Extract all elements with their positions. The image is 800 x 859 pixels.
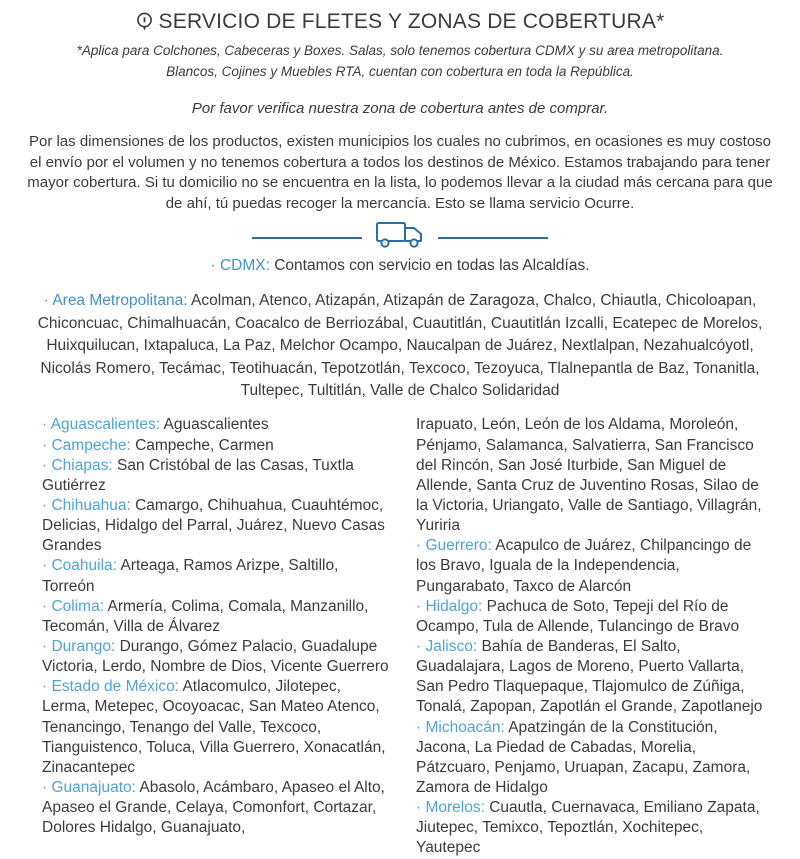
state-entry-jalisco [416,637,764,718]
state-cities: Pachuca de Soto, Tepeji del Río de Ocampo, Tula de Allende, Tulancingo de Bravo [416,597,740,635]
state-label: Estado de México: [51,678,179,696]
bullet-glyph: · [42,497,48,514]
page-title: SERVICIO DE FLETES Y ZONAS DE COBERTURA* [158,10,665,33]
state-cities: Apatzingán de la Constitución, Jacona, La Piedad de Cabadas, Morelia, Pátzcuaro, Penjamo, Uruapan, Zacapu, Zamora, Zamora de Hidalgo [416,718,751,796]
state-entry-michoacan [416,718,764,799]
state-label: Guanajuato: [51,778,136,796]
truck-divider [26,220,774,256]
state-cities: Aguascalientes [163,416,269,434]
page-subtitle: *Aplica para Colchones, Cabeceras y Boxes. Salas, solo tenemos cobertura CDMX y su area metropolitana. Blancos, Cojines y Muebles RTA, cuentan con cobertura en toda la República. [76,43,724,79]
bullet-glyph: · [42,678,48,696]
state-entry-coahuila [42,556,390,596]
bullet-glyph: · [42,416,48,434]
state-cities: Bahía de Banderas, El Salto, Guadalajara, Lagos de Moreno, Puerto Vallarta, San Pedro Tlaquepaque, Tlajomulco de Zúñiga, Tonalá, Zapopan, Zapotlán el Grande, Zapotlanejo [416,637,763,716]
state-cities: Acapulco de Juárez, Chilpancingo de los Bravo, Iguala de la Independencia, Pungarabato, Taxco de Alarcón [416,537,752,595]
state-entry-morelos [416,798,764,858]
metro-area-label: Area Metropolitana: [52,292,188,310]
divider-line-left [252,237,362,239]
bullet-glyph: · [42,597,48,615]
bullet-glyph: · [416,799,422,817]
guanajuato-cities-continuation: Irapuato, León, León de los Aldama, Moroleón, Pénjamo, Salamanca, Salvatierra, San Francisco del Rincón, San José Iturbide, San Miguel de Allende, Santa Cruz de Juventino Rosas, Silao de la Victoria, Uriangato, Valle de Santiago, Villagrán, Yuriria [416,416,762,535]
state-cities: Durango, Gómez Palacio, Guadalupe Victoria, Lerdo, Nombre de Dios, Vicente Guerrero [42,637,389,676]
bullet-glyph: · [416,537,422,555]
cdmx-label: CDMX: [219,256,270,274]
metro-area-entry [26,290,774,402]
state-cities: Cuautla, Cuernavaca, Emiliano Zapata, Jiutepec, Temixco, Tepoztlán, Xochitepec, Yautepec [416,799,760,857]
state-label: Guerrero: [425,537,492,555]
states-column-right [416,415,764,858]
state-entry-aguascalientes [42,415,390,435]
state-entry-guanajuato [42,778,390,838]
verify-line: Por favor verifica nuestra zona de cobertura antes de comprar. [191,99,609,117]
bullet-glyph: · [416,637,422,655]
state-entry-chiapas [42,456,390,496]
state-label: Campeche: [51,436,131,454]
state-label: Chiapas: [51,456,113,474]
state-label: Aguascalientes: [50,416,161,434]
states-column-left [42,415,390,858]
bullet-glyph: · [210,256,216,274]
state-cities: San Cristóbal de las Casas, Tuxtla Gutiérrez [42,456,354,494]
state-label: Michoacán: [425,718,505,736]
state-cities: Campeche, Carmen [135,436,274,454]
bullet-glyph: · [42,557,48,575]
state-label: Jalisco: [425,637,478,655]
state-entry-campeche [42,436,390,456]
bullet-glyph: · [42,436,48,454]
bullet-glyph: · [416,718,422,736]
state-entry-estado-de-mexico [42,677,390,778]
page-header [26,10,774,34]
metro-area-cities: Acolman, Atenco, Atizapán, Atizapán de Zaragoza, Chalco, Chiautla, Chicoloapan, Chiconcuac, Chimalhuacán, Coacalco de Berriozábal, Cuautitlán, Cuautitlán Izcalli, Ecatepec de Morelos, Huixquilucan, Ixtapaluca, La Paz, Melchor Ocampo, Naucalpan de Juárez, Nextlalpan, Nezahualcóyotl, Nicolás Romero, Tecámac, Teotihuacán, Tepotzotlán, Texcoco, Tezoyuca, Tlalnepantla de Baz, Tonanitla, Tultepec, Tultitlán, Valle de Chalco Solidaridad [37,292,763,399]
bullet-glyph: · [42,637,48,655]
state-entry-durango [42,637,390,677]
state-label: Morelos: [425,799,485,817]
state-entry-guerrero [416,536,764,596]
state-cities: Abasolo, Acámbaro, Apaseo el Alto, Apaseo el Grande, Celaya, Comonfort, Cortazar, Dolores Hidalgo, Guanajuato, [42,778,385,837]
state-label: Coahuila: [51,557,117,575]
location-pin-icon [136,12,153,33]
state-cities: Armería, Colima, Comala, Manzanillo, Tecomán, Villa de Álvarez [42,597,369,635]
delivery-truck-icon [374,220,426,255]
bullet-glyph: · [416,597,422,615]
states-columns [26,415,774,858]
state-cities: Camargo, Chihuahua, Cuauhtémoc, Delicias, Hidalgo del Parral, Juárez, Nuevo Casas Grandes [42,497,385,555]
divider-line-right [438,237,548,239]
state-cities: Atlacomulco, Jilotepec, Lerma, Metepec, Ocoyoacac, San Mateo Atenco, Tenancingo, Tenango del Valle, Texcoco, Tianguistenco, Toluca, Villa Guerrero, Xonacatlán, Zinacantepec [42,678,386,776]
bullet-glyph: · [42,456,48,474]
state-label: Colima: [51,597,105,615]
cdmx-entry [26,257,774,275]
state-entry-chihuahua [42,496,390,556]
bullet-glyph: · [43,292,49,310]
state-label: Hidalgo: [425,597,483,615]
state-label: Chihuahua: [51,497,131,514]
state-entry-hidalgo [416,597,764,637]
state-entry-colima [42,597,390,637]
cdmx-text: Contamos con servicio en todas las Alcaldías. [274,256,590,274]
bullet-glyph: · [42,778,48,796]
coverage-notice-paragraph: Por las dimensiones de los productos, existen municipios los cuales no cubrimos, en ocasiones es muy costoso el envío por el volumen y no tenemos cobertura a todos los destinos de México. Estamos trabajando para tener mayor cobertura. Si tu domicilio no se encuentra en la lista, lo podemos llevar a la ciudad más cercana para que de ahí, tú puedas recoger la mercancía. Esto se llama servicio Ocurre. [27,132,773,212]
state-cities: Arteaga, Ramos Arizpe, Saltillo, Torreón [42,557,339,595]
state-label: Durango: [51,637,116,655]
